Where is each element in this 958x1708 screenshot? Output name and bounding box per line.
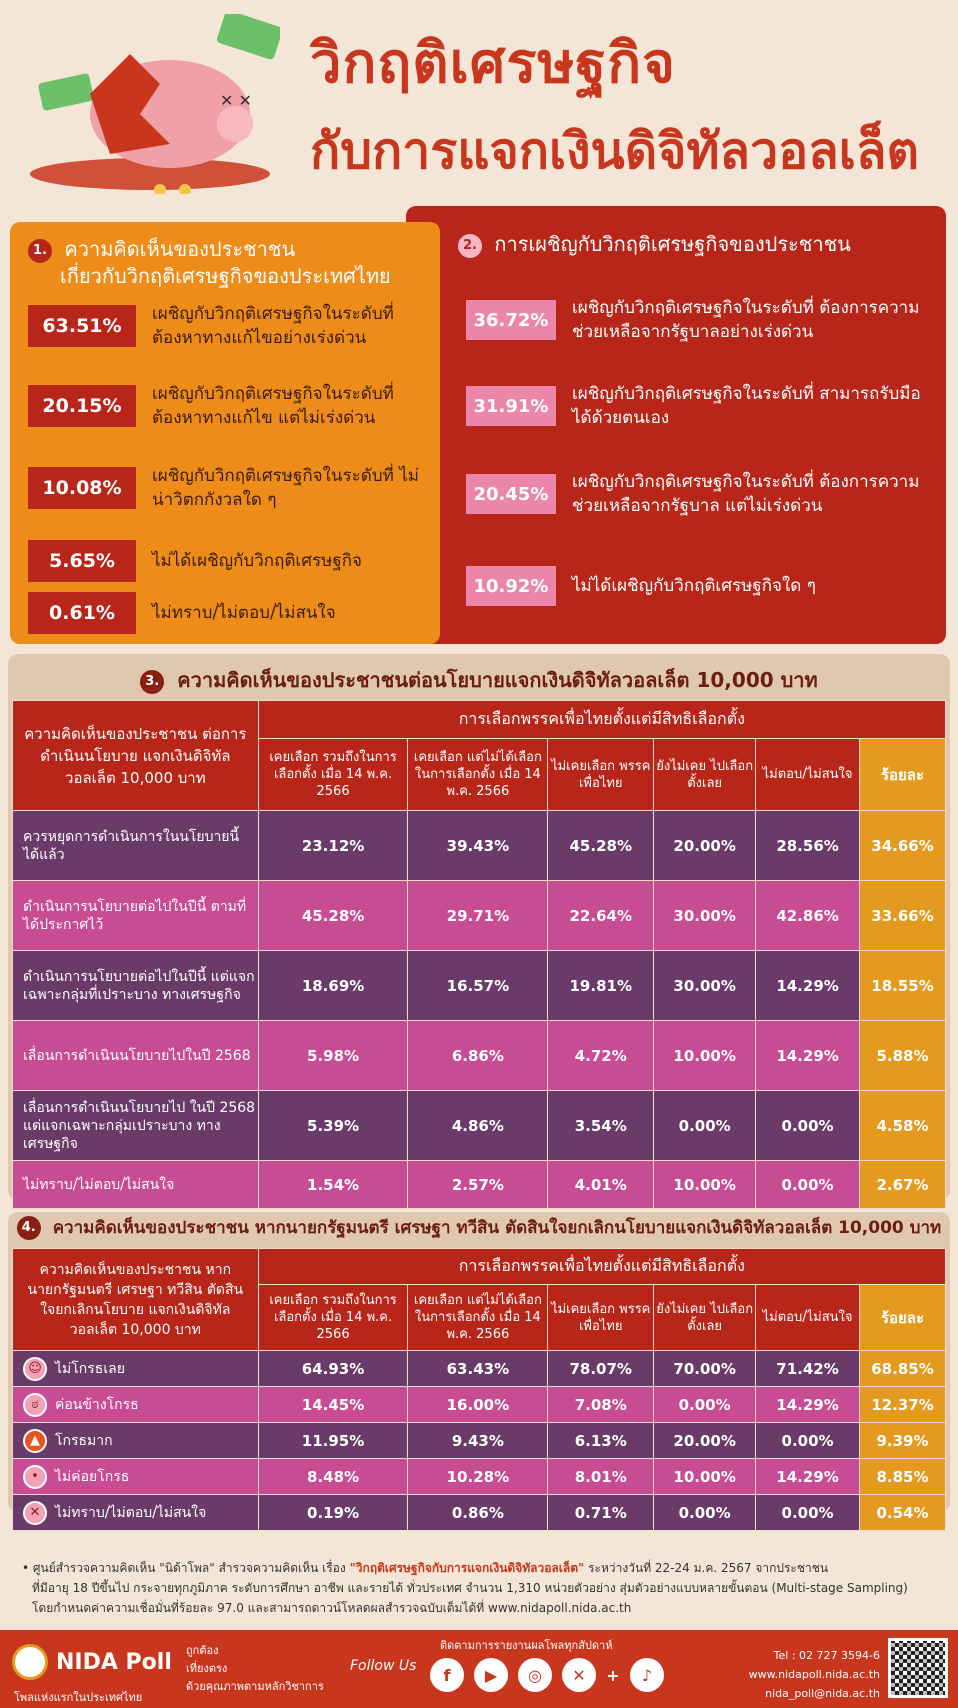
row-label-text: ไม่โกรธเลย (55, 1360, 125, 1377)
taglines (186, 1642, 324, 1696)
item-label: เผชิญกับวิกฤติเศรษฐกิจในระดับที่ ต้องหาทางแก้ไข แต่ไม่เร่งด่วน (152, 384, 394, 428)
angry-emoji-icon: ▲ (23, 1429, 47, 1453)
table-cell: 10.00% (654, 1021, 756, 1091)
table-cell: 0.00% (654, 1387, 756, 1423)
row-label (13, 1351, 259, 1387)
smile-emoji-icon: ☺ (23, 1357, 47, 1381)
plus-icon: + (606, 1665, 620, 1685)
tagline: ถูกต้อง (186, 1644, 219, 1657)
notes-survey-title: "วิกฤติเศรษฐกิจกับการแจกเงินดิจิทัลวอลเล็ต" (349, 1561, 585, 1575)
column-header: ยังไม่เคย ไปเลือกตั้งเลย (654, 1285, 756, 1351)
table-cell: 5.39% (258, 1091, 408, 1161)
section-4-table (12, 1248, 946, 1531)
percent-badge: 0.61% (28, 592, 136, 634)
table-row (13, 1351, 946, 1387)
percent-badge: 10.08% (28, 467, 136, 509)
row-label-text: โกรธมาก (55, 1432, 113, 1449)
table-row (13, 811, 946, 881)
table-row (13, 1423, 946, 1459)
total-cell: 18.55% (860, 951, 946, 1021)
section-title-line2: เกี่ยวกับวิกฤติเศรษฐกิจของประเทศไทย (60, 263, 391, 288)
notes-prefix: • ศูนย์สำรวจความคิดเห็น "นิด้าโพล" สำรวจความคิดเห็น เรื่อง (22, 1561, 350, 1575)
section-title-text: การเผชิญกับวิกฤติเศรษฐกิจของประชาชน (494, 232, 851, 256)
percent-badge: 20.45% (466, 474, 556, 514)
total-cell: 2.67% (860, 1161, 946, 1209)
table-corner-label: ความคิดเห็นของประชาชน หากนายกรัฐมนตรี เศรษฐา ทวีสิน ตัดสินใจยกเลิกนโยบาย แจกเงินดิจิทัลวอลเล็ต 10,000 บาท (13, 1249, 259, 1351)
table-cell: 8.48% (258, 1459, 408, 1495)
column-header: ไม่เคยเลือก พรรคเพื่อไทย (548, 1285, 654, 1351)
table-cell: 10.00% (654, 1459, 756, 1495)
row-label: ดำเนินการนโยบายต่อไปในปีนี้ แต่แจกเฉพาะกลุ่มที่เปราะบาง ทางเศรษฐกิจ (13, 951, 259, 1021)
section-2-title (458, 228, 851, 260)
item-label: ไม่ได้เผชิญกับวิกฤติเศรษฐกิจใด ๆ (572, 576, 816, 596)
table-cell: 4.01% (548, 1161, 654, 1209)
table-cell: 18.69% (258, 951, 408, 1021)
tiktok-icon[interactable]: ♪ (630, 1658, 664, 1692)
table-cell: 20.00% (654, 1423, 756, 1459)
table-row (13, 1161, 946, 1209)
row-label: ควรหยุดการดำเนินการในนโยบายนี้ ได้แล้ว (13, 811, 259, 881)
total-column-header: ร้อยละ (860, 1285, 946, 1351)
item-label: เผชิญกับวิกฤติเศรษฐกิจในระดับที่ สามารถรับมือได้ด้วยตนเอง (572, 384, 921, 428)
percent-badge: 63.51% (28, 305, 136, 347)
list-item (28, 302, 432, 350)
table-cell: 0.00% (654, 1091, 756, 1161)
table-cell: 0.71% (548, 1495, 654, 1531)
table-row (13, 1387, 946, 1423)
table-cell: 14.29% (756, 951, 860, 1021)
footer (0, 1630, 958, 1708)
youtube-icon[interactable]: ▶ (474, 1658, 508, 1692)
percent-badge: 10.92% (466, 566, 556, 606)
row-label (13, 1423, 259, 1459)
table-cell: 8.01% (548, 1459, 654, 1495)
row-label: ไม่ทราบ/ไม่ตอบ/ไม่สนใจ (13, 1161, 259, 1209)
total-cell: 0.54% (860, 1495, 946, 1531)
column-header: เคยเลือก รวมถึงในการเลือกตั้ง เมื่อ 14 พ.ค. 2566 (258, 1285, 408, 1351)
contact-tel: Tel : 02 727 3594-6 (773, 1649, 880, 1662)
tagline: เที่ยงตรง (186, 1662, 228, 1675)
table-group-header: การเลือกพรรคเพื่อไทยตั้งแต่มีสิทธิเลือกตั้ง (258, 701, 945, 739)
list-item (28, 592, 432, 634)
column-header: ไม่ตอบ/ไม่สนใจ (756, 1285, 860, 1351)
item-label: ไม่ทราบ/ไม่ตอบ/ไม่สนใจ (152, 603, 336, 623)
table-cell: 16.57% (408, 951, 548, 1021)
table-cell: 0.00% (756, 1091, 860, 1161)
table-cell: 3.54% (548, 1091, 654, 1161)
follow-us-label: Follow Us (350, 1658, 417, 1674)
table-row (13, 1091, 946, 1161)
table-cell: 10.28% (408, 1459, 548, 1495)
total-cell: 68.85% (860, 1351, 946, 1387)
table-cell: 0.00% (756, 1161, 860, 1209)
column-header: เคยเลือก แต่ไม่ได้เลือก ในการเลือกตั้ง เมื่อ 14 พ.ค. 2566 (408, 1285, 548, 1351)
table-cell: 6.86% (408, 1021, 548, 1091)
table-cell: 5.98% (258, 1021, 408, 1091)
total-cell: 12.37% (860, 1387, 946, 1423)
list-item (28, 382, 432, 430)
table-cell: 29.71% (408, 881, 548, 951)
column-header: ไม่ตอบ/ไม่สนใจ (756, 739, 860, 811)
section-number-badge: 2. (458, 234, 482, 258)
section-1-panel (10, 222, 440, 644)
item-label: เผชิญกับวิกฤติเศรษฐกิจในระดับที่ ไม่น่าวิตกกังวลใด ๆ (152, 466, 420, 510)
list-item (466, 382, 936, 430)
table-cell: 14.45% (258, 1387, 408, 1423)
table-cell: 20.00% (654, 811, 756, 881)
contact-website[interactable]: www.nidapoll.nida.ac.th (748, 1668, 880, 1681)
table-cell: 1.54% (258, 1161, 408, 1209)
table-cell: 45.28% (548, 811, 654, 881)
table-cell: 78.07% (548, 1351, 654, 1387)
row-label: เลื่อนการดำเนินนโยบายไปในปี 2568 (13, 1021, 259, 1091)
list-item (466, 566, 936, 606)
table-cell: 0.19% (258, 1495, 408, 1531)
total-cell: 34.66% (860, 811, 946, 881)
broken-piggy-bank-icon (20, 14, 280, 194)
table-cell: 28.56% (756, 811, 860, 881)
table-row (13, 951, 946, 1021)
section-2-panel (406, 206, 946, 644)
table-cell: 71.42% (756, 1351, 860, 1387)
x-twitter-icon[interactable]: ✕ (562, 1658, 596, 1692)
main-title: วิกฤติเศรษฐกิจ (310, 31, 676, 96)
table-cell: 11.95% (258, 1423, 408, 1459)
svg-text:✕ ✕: ✕ ✕ (220, 91, 252, 110)
table-cell: 23.12% (258, 811, 408, 881)
table-row (13, 1021, 946, 1091)
table-cell: 0.00% (756, 1423, 860, 1459)
row-label (13, 1387, 259, 1423)
row-label-text: ค่อนข้างโกรธ (55, 1396, 139, 1413)
table-row (13, 1495, 946, 1531)
logo-text: NIDA Poll (56, 1649, 172, 1675)
column-header: ยังไม่เคย ไปเลือกตั้งเลย (654, 739, 756, 811)
table-cell: 0.00% (654, 1495, 756, 1531)
table-cell: 14.29% (756, 1459, 860, 1495)
logo-subtitle: โพลแห่งแรกในประเทศไทย (14, 1691, 143, 1704)
list-item (466, 296, 936, 344)
column-header: เคยเลือก แต่ไม่ได้เลือก ในการเลือกตั้ง เมื่อ 14 พ.ค. 2566 (408, 739, 548, 811)
tagline: ด้วยคุณภาพตามหลักวิชาการ (186, 1680, 324, 1693)
table-cell: 0.00% (756, 1495, 860, 1531)
notes-line-2: ที่มีอายุ 18 ปีขึ้นไป กระจายทุกภูมิภาค ระดับการศึกษา อาชีพ และรายได้ ทั่วประเทศ จำนวน 1,310 หน่วยตัวอย่าง สุ่มตัวอย่างแบบหลายขั้นตอน (Multi-stage Sampling) (32, 1581, 908, 1595)
section-4-title (0, 1214, 958, 1241)
percent-badge: 31.91% (466, 386, 556, 426)
neutral-emoji-icon: • (23, 1465, 47, 1489)
section-3-title (0, 664, 958, 696)
section-number-badge: 4. (17, 1216, 41, 1240)
section-1-title (28, 236, 428, 289)
nida-poll-logo (12, 1644, 172, 1680)
table-cell: 64.93% (258, 1351, 408, 1387)
item-label: เผชิญกับวิกฤติเศรษฐกิจในระดับที่ ต้องหาทางแก้ไขอย่างเร่งด่วน (152, 304, 394, 348)
table-cell: 6.13% (548, 1423, 654, 1459)
table-cell: 39.43% (408, 811, 548, 881)
section-title-text: ความคิดเห็นของประชาชนต่อนโยบายแจกเงินดิจิทัลวอลเล็ต 10,000 บาท (177, 668, 818, 692)
confused-emoji-icon: ✕ (23, 1501, 47, 1525)
table-cell: 2.57% (408, 1161, 548, 1209)
table-cell: 7.08% (548, 1387, 654, 1423)
table-cell: 63.43% (408, 1351, 548, 1387)
qr-code-icon[interactable] (888, 1638, 948, 1698)
table-row (13, 1459, 946, 1495)
social-links (430, 1658, 664, 1692)
total-cell: 33.66% (860, 881, 946, 951)
table-cell: 4.86% (408, 1091, 548, 1161)
section-number-badge: 3. (140, 670, 164, 694)
list-item (28, 540, 432, 582)
table-group-header: การเลือกพรรคเพื่อไทยตั้งแต่มีสิทธิเลือกตั้ง (258, 1249, 945, 1285)
total-cell: 5.88% (860, 1021, 946, 1091)
contact-info (749, 1646, 880, 1703)
table-cell: 9.43% (408, 1423, 548, 1459)
row-label (13, 1459, 259, 1495)
total-column-header: ร้อยละ (860, 739, 946, 811)
table-cell: 10.00% (654, 1161, 756, 1209)
grimace-emoji-icon: ಠ (23, 1393, 47, 1417)
table-cell: 22.64% (548, 881, 654, 951)
row-label-text: ไม่ทราบ/ไม่ตอบ/ไม่สนใจ (55, 1504, 207, 1521)
section-title-text: ความคิดเห็นของประชาชน หากนายกรัฐมนตรี เศรษฐา ทวีสิน ตัดสินใจยกเลิกนโยบายแจกเงินดิจิทัลวอลเล็ต 10,000 บาท (52, 1218, 942, 1238)
survey-notes (22, 1558, 942, 1618)
table-cell: 4.72% (548, 1021, 654, 1091)
main-subtitle: กับการแจกเงินดิจิทัลวอลเล็ต (310, 122, 920, 180)
table-cell: 42.86% (756, 881, 860, 951)
facebook-icon[interactable]: f (430, 1658, 464, 1692)
section-title-line1: ความคิดเห็นของประชาชน (64, 237, 296, 261)
table-cell: 45.28% (258, 881, 408, 951)
total-cell: 4.58% (860, 1091, 946, 1161)
column-header: ไม่เคยเลือก พรรคเพื่อไทย (548, 739, 654, 811)
total-cell: 8.85% (860, 1459, 946, 1495)
item-label: เผชิญกับวิกฤติเศรษฐกิจในระดับที่ ต้องการความช่วยเหลือจากรัฐบาล แต่ไม่เร่งด่วน (572, 472, 920, 516)
percent-badge: 36.72% (466, 300, 556, 340)
notes-suffix: ระหว่างวันที่ 22-24 ม.ค. 2567 จากประชาชน (584, 1561, 829, 1575)
notes-line-1 (22, 1558, 942, 1578)
table-cell: 19.81% (548, 951, 654, 1021)
table-cell: 70.00% (654, 1351, 756, 1387)
row-label-text: ไม่ค่อยโกรธ (55, 1468, 130, 1485)
row-label: ดำเนินการนโยบายต่อไปในปีนี้ ตามที่ได้ประกาศไว้ (13, 881, 259, 951)
header (0, 0, 958, 205)
nida-emblem-icon (12, 1644, 48, 1680)
follow-heading: ติดตามการรายงานผลโพลทุกสัปดาห์ (440, 1639, 613, 1652)
table-cell: 0.86% (408, 1495, 548, 1531)
table-cell: 30.00% (654, 951, 756, 1021)
column-header: เคยเลือก รวมถึงในการเลือกตั้ง เมื่อ 14 พ.ค. 2566 (258, 739, 408, 811)
contact-email[interactable]: nida_poll@nida.ac.th (765, 1687, 880, 1700)
section-3-table (12, 700, 946, 1209)
notes-line-3: โดยกำหนดค่าความเชื่อมั่นที่ร้อยละ 97.0 และสามารถดาวน์โหลดผลสำรวจฉบับเต็มได้ที่ www.nidapoll.nida.ac.th (32, 1601, 632, 1615)
item-label: เผชิญกับวิกฤติเศรษฐกิจในระดับที่ ต้องการความช่วยเหลือจากรัฐบาลอย่างเร่งด่วน (572, 298, 920, 342)
table-cell: 14.29% (756, 1387, 860, 1423)
row-label (13, 1495, 259, 1531)
list-item (28, 464, 432, 512)
section-number-badge: 1. (28, 239, 52, 263)
table-row (13, 881, 946, 951)
percent-badge: 5.65% (28, 540, 136, 582)
total-cell: 9.39% (860, 1423, 946, 1459)
table-cell: 30.00% (654, 881, 756, 951)
percent-badge: 20.15% (28, 385, 136, 427)
table-corner-label: ความคิดเห็นของประชาชน ต่อการดำเนินนโยบาย แจกเงินดิจิทัลวอลเล็ต 10,000 บาท (13, 701, 259, 811)
item-label: ไม่ได้เผชิญกับวิกฤติเศรษฐกิจ (152, 551, 362, 571)
table-cell: 16.00% (408, 1387, 548, 1423)
row-label: เลื่อนการดำเนินนโยบายไป ในปี 2568 แต่แจกเฉพาะกลุ่มเปราะบาง ทางเศรษฐกิจ (13, 1091, 259, 1161)
list-item (466, 470, 936, 518)
instagram-icon[interactable]: ◎ (518, 1658, 552, 1692)
table-cell: 14.29% (756, 1021, 860, 1091)
